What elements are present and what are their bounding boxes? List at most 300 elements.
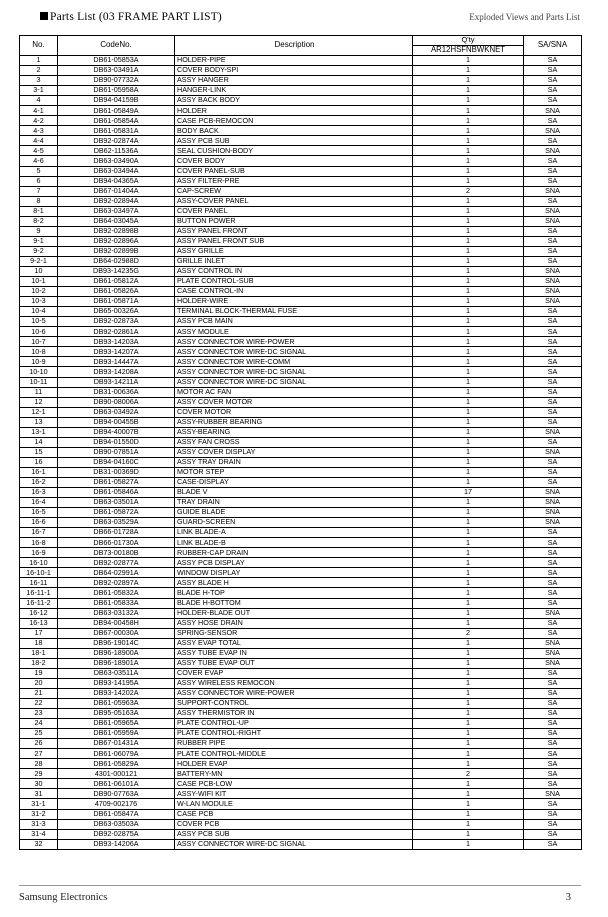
- table-row: [20, 166, 582, 176]
- cell-no: 16-13: [20, 618, 58, 628]
- cell-no: 16-10-1: [20, 568, 58, 578]
- cell-qty: 1: [413, 467, 524, 477]
- cell-qty: 1: [413, 638, 524, 648]
- cell-no: 10-10: [20, 367, 58, 377]
- cell-sa-sna: SNA: [524, 518, 582, 528]
- cell-qty: 1: [413, 347, 524, 357]
- cell-qty: 1: [413, 538, 524, 548]
- cell-code: DB61-05854A: [58, 116, 175, 126]
- cell-description: HOLDER-PIPE: [175, 56, 413, 66]
- cell-description: ASSY PCB SUB: [175, 829, 413, 839]
- cell-sa-sna: SA: [524, 367, 582, 377]
- cell-description: ASSY PCB DISPLAY: [175, 558, 413, 568]
- cell-code: DB63-03490A: [58, 156, 175, 166]
- col-header-description: Description: [175, 36, 413, 56]
- cell-sa-sna: SNA: [524, 146, 582, 156]
- cell-no: 28: [20, 759, 58, 769]
- cell-code: DB63-03529A: [58, 518, 175, 528]
- cell-qty: 1: [413, 66, 524, 76]
- table-row: [20, 749, 582, 759]
- table-body: [20, 56, 582, 850]
- table-row: [20, 317, 582, 327]
- cell-qty: 1: [413, 498, 524, 508]
- col-header-code: CodeNo.: [58, 36, 175, 56]
- cell-description: ASSY CONNECTOR WIRE-DC SIGNAL: [175, 367, 413, 377]
- table-row: [20, 759, 582, 769]
- cell-no: 14: [20, 437, 58, 447]
- cell-qty: 1: [413, 839, 524, 849]
- cell-qty: 1: [413, 317, 524, 327]
- cell-qty: 1: [413, 457, 524, 467]
- table-row: [20, 488, 582, 498]
- cell-no: 10-2: [20, 287, 58, 297]
- cell-description: COVER BODY: [175, 156, 413, 166]
- table-row: [20, 176, 582, 186]
- cell-description: ASSY GRILLE: [175, 246, 413, 256]
- cell-code: DB61-05871A: [58, 297, 175, 307]
- table-row: [20, 528, 582, 538]
- cell-no: 16-3: [20, 488, 58, 498]
- table-row: [20, 347, 582, 357]
- cell-no: 7: [20, 186, 58, 196]
- cell-sa-sna: SNA: [524, 648, 582, 658]
- table-row: [20, 678, 582, 688]
- cell-no: 26: [20, 739, 58, 749]
- cell-no: 4-6: [20, 156, 58, 166]
- cell-code: DB61-05965A: [58, 719, 175, 729]
- cell-description: WINDOW DISPLAY: [175, 568, 413, 578]
- cell-code: DB63-03494A: [58, 166, 175, 176]
- cell-sa-sna: SA: [524, 467, 582, 477]
- cell-description: PLATE CONTROL-MIDDLE: [175, 749, 413, 759]
- cell-qty: 1: [413, 699, 524, 709]
- cell-no: 17: [20, 628, 58, 638]
- cell-qty: 1: [413, 668, 524, 678]
- cell-description: ASSY CONNECTOR WIRE-POWER: [175, 337, 413, 347]
- cell-no: 8: [20, 196, 58, 206]
- cell-no: 18: [20, 638, 58, 648]
- cell-qty: 1: [413, 829, 524, 839]
- cell-code: DB95-05163A: [58, 709, 175, 719]
- cell-sa-sna: SA: [524, 699, 582, 709]
- cell-description: TRAY DRAIN: [175, 498, 413, 508]
- cell-description: CASE-DISPLAY: [175, 477, 413, 487]
- cell-no: 25: [20, 729, 58, 739]
- cell-no: 10-3: [20, 297, 58, 307]
- cell-code: DB94-04159B: [58, 96, 175, 106]
- cell-qty: 1: [413, 819, 524, 829]
- table-row: [20, 136, 582, 146]
- table-row: [20, 76, 582, 86]
- cell-no: 10-6: [20, 327, 58, 337]
- cell-description: SEAL CUSHION-BODY: [175, 146, 413, 156]
- cell-code: DB96-18901A: [58, 658, 175, 668]
- cell-no: 24: [20, 719, 58, 729]
- cell-qty: 2: [413, 769, 524, 779]
- cell-no: 10-7: [20, 337, 58, 347]
- cell-sa-sna: SNA: [524, 488, 582, 498]
- cell-qty: 1: [413, 196, 524, 206]
- cell-sa-sna: SA: [524, 357, 582, 367]
- cell-description: BLADE V: [175, 488, 413, 498]
- cell-description: SUPPORT-CONTROL: [175, 699, 413, 709]
- cell-description: CASE CONTROL-IN: [175, 287, 413, 297]
- cell-code: DB93-14211A: [58, 377, 175, 387]
- table-row: [20, 477, 582, 487]
- table-row: [20, 337, 582, 347]
- cell-qty: 1: [413, 558, 524, 568]
- cell-qty: 17: [413, 488, 524, 498]
- cell-no: 12-1: [20, 407, 58, 417]
- cell-sa-sna: SA: [524, 226, 582, 236]
- cell-description: BODY BACK: [175, 126, 413, 136]
- table-row: [20, 287, 582, 297]
- cell-code: DB92-02894A: [58, 196, 175, 206]
- cell-description: HOLDER-BLADE OUT: [175, 608, 413, 618]
- cell-sa-sna: SA: [524, 799, 582, 809]
- cell-sa-sna: SA: [524, 809, 582, 819]
- cell-qty: 1: [413, 427, 524, 437]
- page-header: [0, 0, 608, 32]
- cell-description: TERMINAL BLOCK-THERMAL FUSE: [175, 307, 413, 317]
- cell-sa-sna: SA: [524, 739, 582, 749]
- cell-sa-sna: SA: [524, 236, 582, 246]
- cell-qty: 1: [413, 337, 524, 347]
- cell-sa-sna: SA: [524, 176, 582, 186]
- table-row: [20, 126, 582, 136]
- cell-sa-sna: SA: [524, 337, 582, 347]
- cell-qty: 1: [413, 277, 524, 287]
- table-row: [20, 86, 582, 96]
- cell-description: CASE PCB-REMOCON: [175, 116, 413, 126]
- cell-description: BATTERY-MN: [175, 769, 413, 779]
- table-row: [20, 106, 582, 116]
- cell-description: GRILLE INLET: [175, 256, 413, 266]
- cell-description: ASSY TUBE EVAP OUT: [175, 658, 413, 668]
- cell-no: 16-2: [20, 477, 58, 487]
- cell-code: DB66-01730A: [58, 538, 175, 548]
- cell-code: DB94-04365A: [58, 176, 175, 186]
- table-row: [20, 608, 582, 618]
- cell-code: DB64-03045A: [58, 216, 175, 226]
- cell-code: DB64-02991A: [58, 568, 175, 578]
- cell-sa-sna: SA: [524, 558, 582, 568]
- cell-code: DB90-07763A: [58, 789, 175, 799]
- table-row: [20, 819, 582, 829]
- table-row: [20, 467, 582, 477]
- cell-sa-sna: SA: [524, 347, 582, 357]
- cell-no: 8-1: [20, 206, 58, 216]
- cell-description: ASSY PCB SUB: [175, 136, 413, 146]
- cell-code: DB93-14203A: [58, 337, 175, 347]
- cell-description: RUBBER-CAP DRAIN: [175, 548, 413, 558]
- cell-code: DB63-03501A: [58, 498, 175, 508]
- cell-description: ASSY CONNECTOR WIRE-DC SIGNAL: [175, 839, 413, 849]
- page-footer: [19, 885, 581, 910]
- cell-no: 16-4: [20, 498, 58, 508]
- table-row: [20, 457, 582, 467]
- cell-sa-sna: SNA: [524, 216, 582, 226]
- cell-description: ASSY WIRELESS REMOCON: [175, 678, 413, 688]
- page-title: [40, 11, 222, 23]
- cell-sa-sna: SA: [524, 327, 582, 337]
- cell-qty: 2: [413, 186, 524, 196]
- cell-no: 32: [20, 839, 58, 849]
- cell-qty: 1: [413, 106, 524, 116]
- cell-no: 2: [20, 66, 58, 76]
- cell-code: DB63-03511A: [58, 668, 175, 678]
- cell-description: COVER MOTOR: [175, 407, 413, 417]
- cell-no: 29: [20, 769, 58, 779]
- cell-qty: 1: [413, 56, 524, 66]
- table-row: [20, 277, 582, 287]
- cell-description: GUARD-SCREEN: [175, 518, 413, 528]
- cell-code: DB93-14447A: [58, 357, 175, 367]
- cell-description: COVER EVAP: [175, 668, 413, 678]
- cell-no: 16-6: [20, 518, 58, 528]
- cell-description: ASSY PANEL FRONT: [175, 226, 413, 236]
- table-row: [20, 447, 582, 457]
- col-header-no: No.: [20, 36, 58, 56]
- cell-description: ASSY THERMISTOR IN: [175, 709, 413, 719]
- cell-qty: 1: [413, 266, 524, 276]
- cell-qty: 1: [413, 447, 524, 457]
- cell-no: 16: [20, 457, 58, 467]
- cell-description: ASSY FILTER-PRE: [175, 176, 413, 186]
- cell-sa-sna: SA: [524, 528, 582, 538]
- cell-code: DB94-01550D: [58, 437, 175, 447]
- table-row: [20, 146, 582, 156]
- cell-description: ASSY HANGER: [175, 76, 413, 86]
- table-row: [20, 699, 582, 709]
- cell-code: DB94-00458H: [58, 618, 175, 628]
- cell-code: 4301-000121: [58, 769, 175, 779]
- cell-qty: 1: [413, 377, 524, 387]
- cell-sa-sna: SA: [524, 66, 582, 76]
- cell-code: DB63-03492A: [58, 407, 175, 417]
- cell-code: DB90-08006A: [58, 397, 175, 407]
- cell-description: ASSY TUBE EVAP IN: [175, 648, 413, 658]
- cell-sa-sna: SNA: [524, 206, 582, 216]
- cell-sa-sna: SA: [524, 749, 582, 759]
- cell-code: DB67-01431A: [58, 739, 175, 749]
- cell-no: 12: [20, 397, 58, 407]
- cell-code: DB61-05831A: [58, 126, 175, 136]
- table-row: [20, 236, 582, 246]
- cell-qty: 1: [413, 357, 524, 367]
- cell-no: 22: [20, 699, 58, 709]
- cell-code: DB92-02875A: [58, 829, 175, 839]
- cell-description: ASSY FAN CROSS: [175, 437, 413, 447]
- cell-sa-sna: SA: [524, 819, 582, 829]
- cell-code: DB61-05846A: [58, 488, 175, 498]
- cell-sa-sna: SA: [524, 437, 582, 447]
- cell-sa-sna: SA: [524, 729, 582, 739]
- cell-no: 6: [20, 176, 58, 186]
- cell-qty: 1: [413, 678, 524, 688]
- cell-sa-sna: SA: [524, 628, 582, 638]
- cell-sa-sna: SNA: [524, 277, 582, 287]
- cell-code: DB92-02861A: [58, 327, 175, 337]
- cell-description: ASSY PCB MAIN: [175, 317, 413, 327]
- table-row: [20, 829, 582, 839]
- table-row: [20, 538, 582, 548]
- cell-no: 23: [20, 709, 58, 719]
- cell-code: DB63-03503A: [58, 819, 175, 829]
- cell-sa-sna: SA: [524, 196, 582, 206]
- table-row: [20, 196, 582, 206]
- cell-qty: 1: [413, 96, 524, 106]
- cell-no: 4-4: [20, 136, 58, 146]
- cell-code: DB61-05958A: [58, 86, 175, 96]
- cell-code: DB93-14208A: [58, 367, 175, 377]
- cell-code: DB92-02898B: [58, 226, 175, 236]
- cell-description: ASSY-BEARING: [175, 427, 413, 437]
- cell-code: DB61-06079A: [58, 749, 175, 759]
- cell-code: DB61-05826A: [58, 287, 175, 297]
- cell-no: 10: [20, 266, 58, 276]
- cell-code: DB94-04160C: [58, 457, 175, 467]
- table-row: [20, 558, 582, 568]
- cell-qty: 1: [413, 146, 524, 156]
- cell-description: COVER BODY-SPI: [175, 66, 413, 76]
- table-row: [20, 186, 582, 196]
- cell-no: 10-9: [20, 357, 58, 367]
- cell-code: DB93-14206A: [58, 839, 175, 849]
- cell-no: 31-3: [20, 819, 58, 829]
- table-row: [20, 417, 582, 427]
- cell-no: 3-1: [20, 86, 58, 96]
- cell-qty: 1: [413, 76, 524, 86]
- cell-code: DB65-00326A: [58, 307, 175, 317]
- table-row: [20, 779, 582, 789]
- cell-sa-sna: SA: [524, 96, 582, 106]
- table-row: [20, 206, 582, 216]
- cell-description: ASSY CONTROL IN: [175, 266, 413, 276]
- cell-sa-sna: SA: [524, 688, 582, 698]
- cell-description: PLATE CONTROL-RIGHT: [175, 729, 413, 739]
- cell-sa-sna: SA: [524, 166, 582, 176]
- table-row: [20, 427, 582, 437]
- cell-sa-sna: SA: [524, 759, 582, 769]
- cell-sa-sna: SNA: [524, 608, 582, 618]
- cell-qty: 1: [413, 518, 524, 528]
- cell-description: LINK BLADE-B: [175, 538, 413, 548]
- cell-code: DB61-06101A: [58, 779, 175, 789]
- cell-code: DB31-00369D: [58, 467, 175, 477]
- cell-description: ASSY BLADE H: [175, 578, 413, 588]
- cell-no: 13-1: [20, 427, 58, 437]
- cell-qty: 1: [413, 528, 524, 538]
- page-title-text: Parts List (03 FRAME PART LIST): [50, 11, 222, 23]
- cell-qty: 1: [413, 86, 524, 96]
- cell-no: 16-11-1: [20, 588, 58, 598]
- cell-qty: 1: [413, 216, 524, 226]
- cell-code: DB61-05812A: [58, 277, 175, 287]
- cell-sa-sna: SA: [524, 548, 582, 558]
- page-number: 3: [565, 892, 571, 903]
- table-row: [20, 226, 582, 236]
- cell-description: BLADE H-BOTTOM: [175, 598, 413, 608]
- cell-code: DB90-07732A: [58, 76, 175, 86]
- table-row: [20, 407, 582, 417]
- table-row: [20, 789, 582, 799]
- cell-qty: 1: [413, 658, 524, 668]
- cell-no: 16-11: [20, 578, 58, 588]
- footer-company: Samsung Electronics: [19, 892, 108, 903]
- cell-no: 3: [20, 76, 58, 86]
- cell-code: DB67-01404A: [58, 186, 175, 196]
- cell-sa-sna: SA: [524, 779, 582, 789]
- cell-description: COVER PANEL: [175, 206, 413, 216]
- cell-code: DB61-05833A: [58, 598, 175, 608]
- table-row: [20, 739, 582, 749]
- cell-description: ASSY BACK BODY: [175, 96, 413, 106]
- cell-description: ASSY COVER DISPLAY: [175, 447, 413, 457]
- cell-no: 10-8: [20, 347, 58, 357]
- cell-qty: 1: [413, 618, 524, 628]
- cell-sa-sna: SNA: [524, 498, 582, 508]
- cell-no: 18-1: [20, 648, 58, 658]
- table-row: [20, 668, 582, 678]
- cell-code: DB61-05963A: [58, 699, 175, 709]
- table-row: [20, 96, 582, 106]
- cell-sa-sna: SA: [524, 618, 582, 628]
- cell-description: ASSY-WIFI KIT: [175, 789, 413, 799]
- cell-sa-sna: SNA: [524, 287, 582, 297]
- cell-qty: 1: [413, 508, 524, 518]
- cell-code: DB92-02874A: [58, 136, 175, 146]
- table-row: [20, 387, 582, 397]
- cell-sa-sna: SA: [524, 829, 582, 839]
- cell-no: 5: [20, 166, 58, 176]
- cell-no: 4: [20, 96, 58, 106]
- cell-sa-sna: SNA: [524, 186, 582, 196]
- cell-sa-sna: SA: [524, 709, 582, 719]
- cell-description: ASSY TRAY DRAIN: [175, 457, 413, 467]
- cell-qty: 1: [413, 477, 524, 487]
- cell-no: 16-12: [20, 608, 58, 618]
- cell-description: ASSY PANEL FRONT SUB: [175, 236, 413, 246]
- cell-no: 16-7: [20, 528, 58, 538]
- cell-no: 31: [20, 789, 58, 799]
- cell-description: ASSY COVER MOTOR: [175, 397, 413, 407]
- cell-no: 15: [20, 447, 58, 457]
- cell-qty: 1: [413, 307, 524, 317]
- cell-no: 9-2: [20, 246, 58, 256]
- cell-description: ASSY CONNECTOR WIRE-DC SIGNAL: [175, 347, 413, 357]
- cell-qty: 1: [413, 397, 524, 407]
- table-row: [20, 437, 582, 447]
- cell-qty: 1: [413, 719, 524, 729]
- cell-qty: 1: [413, 297, 524, 307]
- table-row: [20, 729, 582, 739]
- cell-sa-sna: SA: [524, 246, 582, 256]
- cell-no: 16-9: [20, 548, 58, 558]
- cell-sa-sna: SA: [524, 568, 582, 578]
- cell-no: 9: [20, 226, 58, 236]
- cell-description: HANGER-LINK: [175, 86, 413, 96]
- cell-qty: 1: [413, 206, 524, 216]
- cell-code: DB96-19014C: [58, 638, 175, 648]
- cell-sa-sna: SA: [524, 678, 582, 688]
- cell-qty: 1: [413, 729, 524, 739]
- table-row: [20, 688, 582, 698]
- cell-no: 31-1: [20, 799, 58, 809]
- cell-code: DB73-00180B: [58, 548, 175, 558]
- cell-sa-sna: SA: [524, 387, 582, 397]
- cell-sa-sna: SA: [524, 256, 582, 266]
